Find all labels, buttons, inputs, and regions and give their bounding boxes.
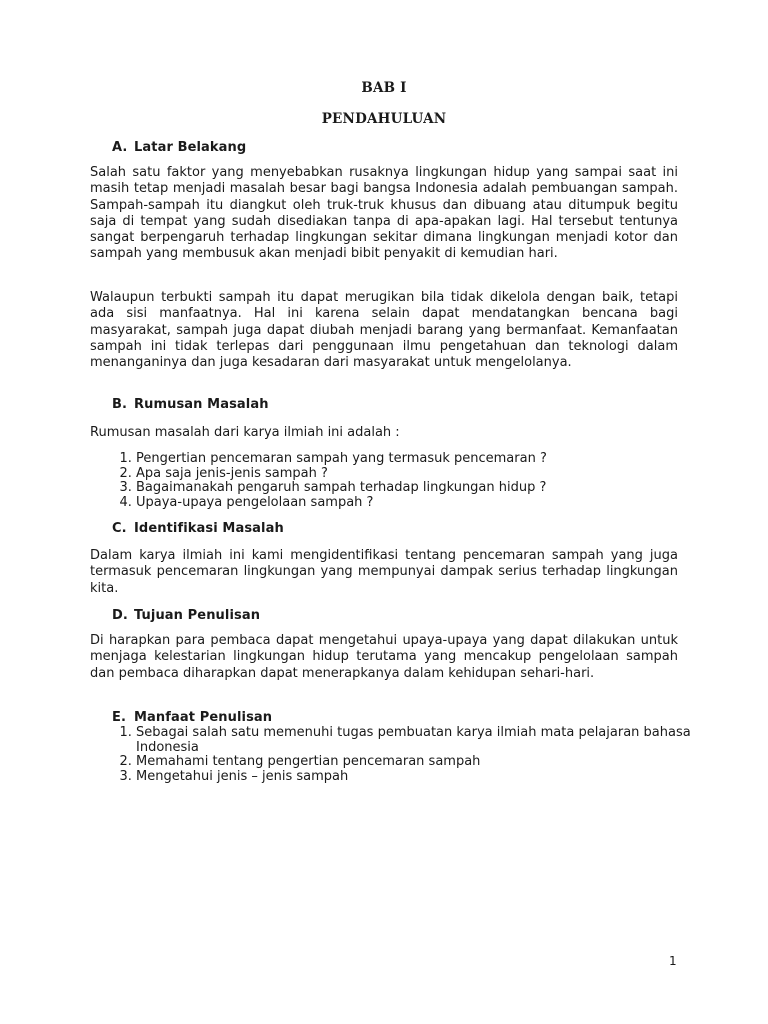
section-heading-rumusan-masalah (112, 397, 269, 412)
chapter-title: PENDAHULUAN (321, 111, 447, 127)
section-label: B. (112, 397, 128, 412)
manfaat-list (114, 726, 700, 784)
section-heading-tujuan-penulisan (112, 608, 260, 623)
list-item: 3. Bagaimanakah pengaruh sampah terhadap lingkungan hidup ? (136, 481, 700, 496)
list-item: 4. Upaya-upaya pengelolaan sampah ? (136, 496, 700, 511)
list-item: 1. Pengertian pencemaran sampah yang termasuk pencemaran ? (136, 452, 700, 467)
section-title: Identifikasi Masalah (134, 521, 284, 536)
paragraph-rumusan-intro: Rumusan masalah dari karya ilmiah ini adalah : (90, 425, 400, 440)
list-item: 3. Mengetahui jenis – jenis sampah (136, 770, 700, 785)
section-title: Latar Belakang (134, 140, 247, 155)
paragraph-tujuan: Di harapkan para pembaca dapat mengetahui upaya-upaya yang dapat dilakukan untuk menjaga kelestarian lingkungan hidup terutama yang mencakup pengelolaan sampah dan pembaca diharapkan dapat menerapkanya dalam kehidupan sehari-hari. (90, 633, 678, 681)
paragraph-identifikasi: Dalam karya ilmiah ini kami mengidentifikasi tentang pencemaran sampah yang juga termasuk pencemaran lingkungan yang mempunyai dampak serius terhadap lingkungan kita. (90, 548, 678, 596)
section-heading-latar-belakang (112, 140, 246, 155)
section-label: E. (112, 710, 127, 725)
section-label: C. (112, 521, 127, 536)
section-title: Rumusan Masalah (134, 397, 269, 412)
page-number: 1 (669, 954, 677, 968)
paragraph-latar-belakang-2: Walaupun terbukti sampah itu dapat merugikan bila tidak dikelola dengan baik, tetapi ada sisi manfaatnya. Hal ini karena selain dapat mendatangkan bencana bagi masyarakat, sampah juga dapat diubah menjadi barang yang bermanfaat. Kemanfaatan sampah ini tidak terlepas dari penggunaan ilmu pengetahuan dan teknologi dalam menanganinya dan juga kesadaran dari masyarakat untuk mengelolanya. (90, 290, 678, 371)
list-item: 2. Apa saja jenis-jenis sampah ? (136, 467, 700, 482)
document-page (90, 0, 691, 1024)
list-item: 1. Sebagai salah satu memenuhi tugas pembuatan karya ilmiah mata pelajaran bahasa Indonesia (136, 726, 700, 755)
rumusan-list (114, 452, 700, 510)
chapter-number: BAB I (361, 80, 407, 96)
section-label: A. (112, 140, 128, 155)
paragraph-latar-belakang-1: Salah satu faktor yang menyebabkan rusaknya lingkungan hidup yang sampai saat ini masih tetap menjadi masalah besar bagi bangsa Indonesia adalah pembuangan sampah. Sampah-sampah itu diangkut oleh truk-truk khusus dan dibuang atau ditumpuk begitu saja di tempat yang sudah disediakan tanpa di apa-apakan lagi. Hal tersebut tentunya sangat berpengaruh terhadap lingkungan sekitar dimana lingkungan menjadi kotor dan sampah yang membusuk akan menjadi bibit penyakit di kemudian hari. (90, 165, 678, 262)
section-title: Tujuan Penulisan (134, 608, 261, 623)
section-heading-manfaat-penulisan (112, 710, 272, 725)
section-label: D. (112, 608, 128, 623)
section-title: Manfaat Penulisan (134, 710, 273, 725)
section-heading-identifikasi-masalah (112, 521, 284, 536)
list-item: 2. Memahami tentang pengertian pencemaran sampah (136, 755, 700, 770)
